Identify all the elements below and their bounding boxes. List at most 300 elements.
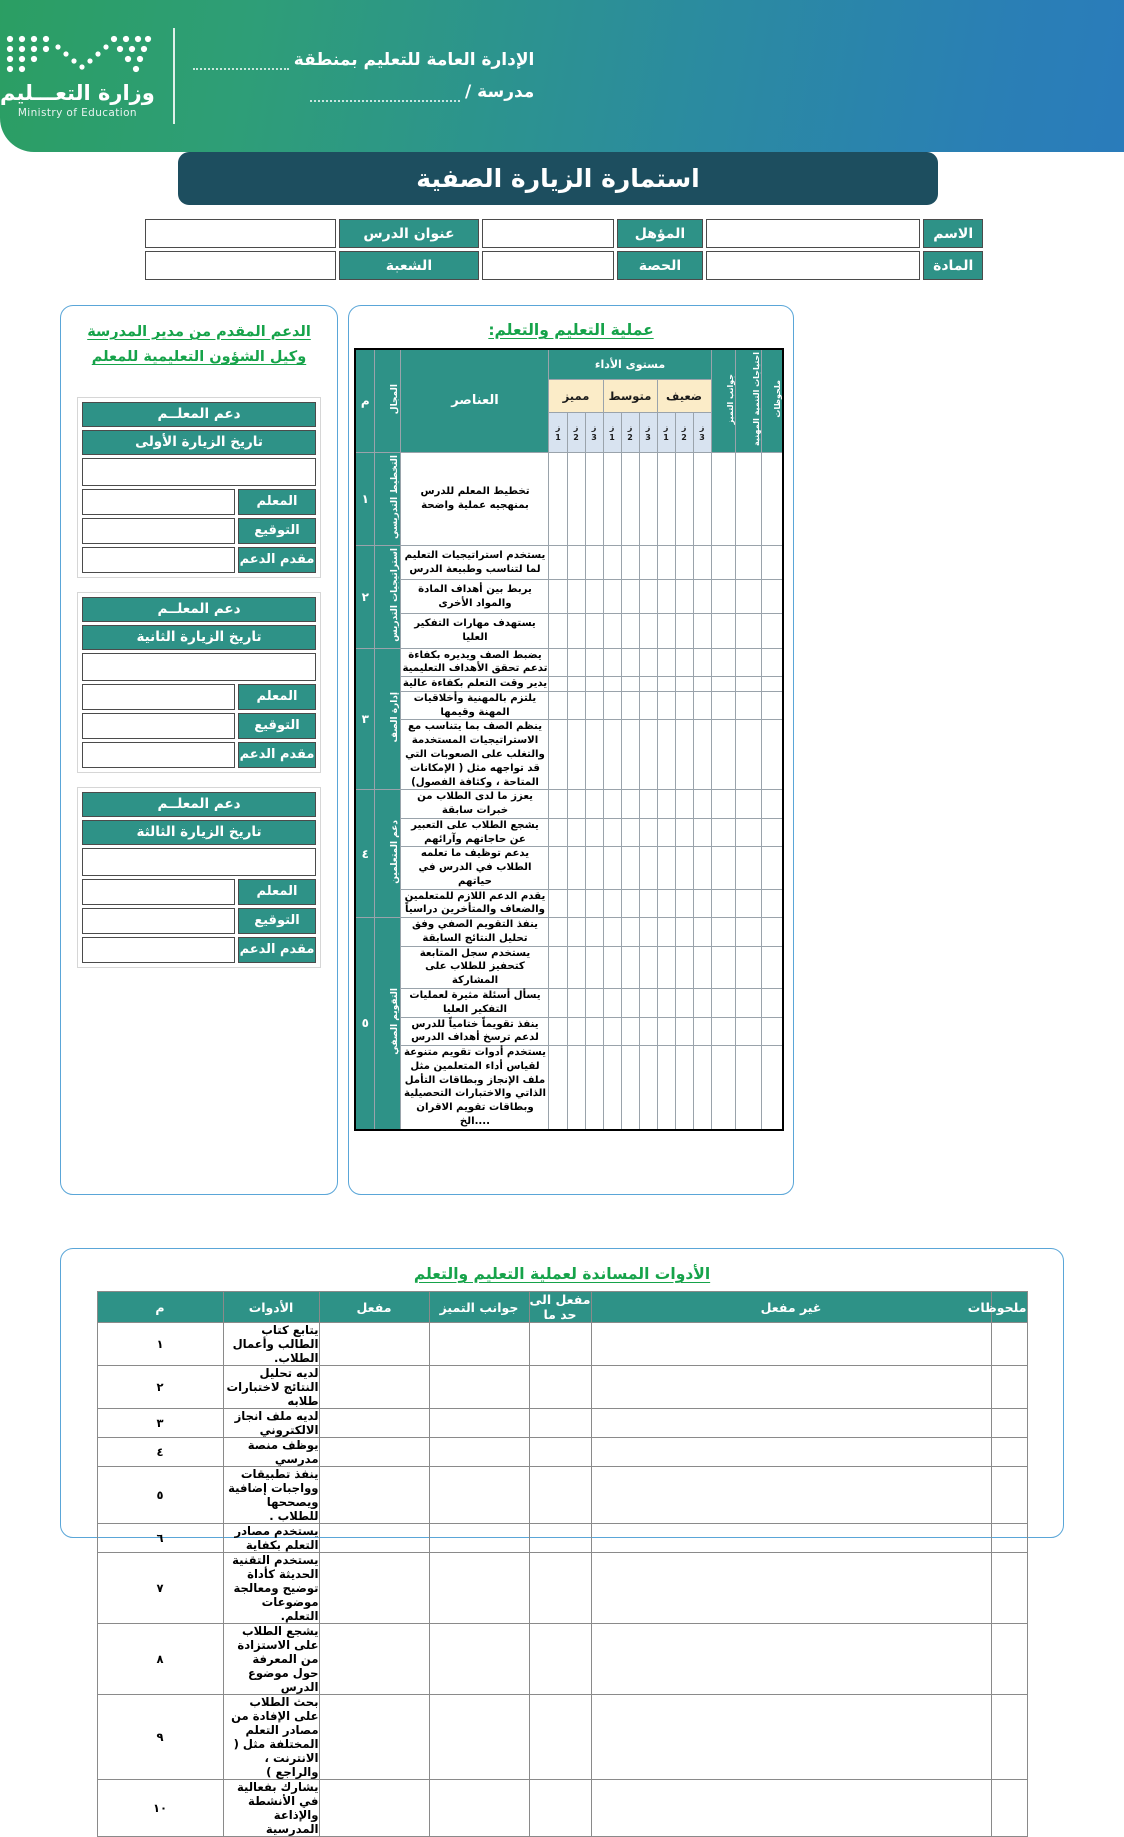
tools-check-cell[interactable]	[991, 1553, 1027, 1624]
score-cell[interactable]	[657, 946, 675, 988]
dev-needs-cell[interactable]	[735, 1046, 761, 1130]
header-divider	[173, 28, 175, 124]
score-cell[interactable]	[567, 677, 585, 692]
score-cell[interactable]	[675, 889, 693, 918]
tools-check-cell[interactable]	[591, 1366, 991, 1409]
visit-date-input-1[interactable]	[82, 458, 316, 486]
notes-cell[interactable]	[761, 946, 783, 988]
dev-needs-cell[interactable]	[735, 691, 761, 720]
score-cell[interactable]	[693, 1017, 711, 1046]
score-cell[interactable]	[585, 847, 603, 889]
tools-table-row	[97, 1409, 1027, 1438]
score-cell[interactable]	[621, 720, 639, 790]
score-cell[interactable]	[549, 847, 567, 889]
score-cell[interactable]	[585, 720, 603, 790]
excellence-cell[interactable]	[711, 989, 735, 1018]
score-cell[interactable]	[639, 452, 657, 545]
score-cell[interactable]	[567, 989, 585, 1018]
score-cell[interactable]	[603, 1017, 621, 1046]
score-cell[interactable]	[549, 648, 567, 677]
tools-check-cell[interactable]	[991, 1624, 1027, 1695]
score-cell[interactable]	[621, 1046, 639, 1130]
score-cell[interactable]	[657, 889, 675, 918]
info-row-2	[145, 251, 983, 280]
excellence-cell[interactable]	[711, 691, 735, 720]
input-name[interactable]	[706, 219, 921, 248]
score-cell[interactable]	[693, 648, 711, 677]
input-lesson-title[interactable]	[145, 219, 336, 248]
score-cell[interactable]	[621, 580, 639, 614]
score-cell[interactable]	[585, 946, 603, 988]
score-cell[interactable]	[621, 889, 639, 918]
tools-check-cell[interactable]	[529, 1438, 591, 1467]
label-qualification: المؤهل	[617, 219, 702, 248]
score-cell[interactable]	[585, 1046, 603, 1130]
score-cell[interactable]	[639, 946, 657, 988]
score-cell[interactable]	[585, 677, 603, 692]
score-cell[interactable]	[603, 648, 621, 677]
notes-cell[interactable]	[761, 918, 783, 947]
tools-check-cell[interactable]	[529, 1695, 591, 1780]
score-cell[interactable]	[639, 889, 657, 918]
score-cell[interactable]	[549, 889, 567, 918]
excellence-cell[interactable]	[711, 614, 735, 648]
dev-needs-cell[interactable]	[735, 790, 761, 819]
score-cell[interactable]	[657, 691, 675, 720]
signature-input-1[interactable]	[82, 518, 235, 544]
evaluation-row	[355, 946, 783, 988]
score-cell[interactable]	[675, 847, 693, 889]
score-cell[interactable]	[675, 918, 693, 947]
tools-check-cell[interactable]	[591, 1438, 991, 1467]
score-cell[interactable]	[549, 545, 567, 579]
score-cell[interactable]	[639, 847, 657, 889]
tools-check-cell[interactable]	[429, 1467, 529, 1524]
notes-cell[interactable]	[761, 1017, 783, 1046]
score-cell[interactable]	[639, 614, 657, 648]
dev-needs-cell[interactable]	[735, 648, 761, 677]
excellence-cell[interactable]	[711, 889, 735, 918]
notes-cell[interactable]	[761, 989, 783, 1018]
tools-check-cell[interactable]	[429, 1524, 529, 1553]
tools-check-cell[interactable]	[319, 1323, 429, 1366]
score-cell[interactable]	[621, 677, 639, 692]
tools-check-cell[interactable]	[319, 1467, 429, 1524]
domain-name: استراتيجيات التدريس	[375, 545, 401, 648]
score-cell[interactable]	[621, 989, 639, 1018]
score-cell[interactable]	[675, 1046, 693, 1130]
element-text: ينفذ تقويماً ختامياً للدرس لدعم ترسخ أهداف الدرس	[401, 1017, 549, 1046]
tools-check-cell[interactable]	[429, 1438, 529, 1467]
score-cell[interactable]	[693, 989, 711, 1018]
score-cell[interactable]	[549, 918, 567, 947]
score-cell[interactable]	[693, 946, 711, 988]
score-cell[interactable]	[693, 889, 711, 918]
score-cell[interactable]	[603, 580, 621, 614]
tools-check-cell[interactable]	[991, 1695, 1027, 1780]
score-cell[interactable]	[657, 720, 675, 790]
score-cell[interactable]	[675, 818, 693, 847]
score-cell[interactable]	[693, 818, 711, 847]
evaluation-row	[355, 1046, 783, 1130]
tool-number: ٦	[97, 1524, 223, 1553]
score-cell[interactable]	[693, 790, 711, 819]
support-panel	[60, 305, 338, 1195]
score-cell[interactable]	[585, 614, 603, 648]
score-cell[interactable]	[675, 720, 693, 790]
score-cell[interactable]	[639, 1017, 657, 1046]
score-cell[interactable]	[549, 946, 567, 988]
score-cell[interactable]	[621, 918, 639, 947]
tools-check-cell[interactable]	[591, 1780, 991, 1837]
score-cell[interactable]	[693, 452, 711, 545]
score-cell[interactable]	[693, 691, 711, 720]
score-cell[interactable]	[693, 580, 711, 614]
provider-input-3[interactable]	[82, 937, 235, 963]
excellence-cell[interactable]	[711, 677, 735, 692]
excellence-cell[interactable]	[711, 1017, 735, 1046]
score-cell[interactable]	[567, 790, 585, 819]
score-cell[interactable]	[675, 452, 693, 545]
score-cell[interactable]	[621, 818, 639, 847]
dev-needs-cell[interactable]	[735, 720, 761, 790]
tools-check-cell[interactable]	[529, 1780, 591, 1837]
score-cell[interactable]	[639, 545, 657, 579]
tools-check-cell[interactable]	[529, 1323, 591, 1366]
score-cell[interactable]	[585, 818, 603, 847]
teacher-input-1[interactable]	[82, 489, 235, 515]
score-cell[interactable]	[603, 1046, 621, 1130]
score-cell[interactable]	[675, 580, 693, 614]
score-cell[interactable]	[675, 691, 693, 720]
score-cell[interactable]	[621, 847, 639, 889]
score-cell[interactable]	[639, 677, 657, 692]
tools-check-cell[interactable]	[319, 1366, 429, 1409]
tools-check-cell[interactable]	[429, 1780, 529, 1837]
score-cell[interactable]	[585, 1017, 603, 1046]
excellence-cell[interactable]	[711, 818, 735, 847]
score-cell[interactable]	[639, 691, 657, 720]
excellence-cell[interactable]	[711, 946, 735, 988]
notes-cell[interactable]	[761, 790, 783, 819]
score-cell[interactable]	[549, 677, 567, 692]
score-cell[interactable]	[603, 452, 621, 545]
score-cell[interactable]	[657, 818, 675, 847]
support-label-1: دعم المعلــم	[82, 402, 316, 427]
tools-check-cell[interactable]	[429, 1323, 529, 1366]
tools-check-cell[interactable]	[591, 1524, 991, 1553]
notes-cell[interactable]	[761, 648, 783, 677]
score-cell[interactable]	[549, 1046, 567, 1130]
score-cell[interactable]	[657, 1046, 675, 1130]
score-cell[interactable]	[621, 545, 639, 579]
dev-needs-cell[interactable]	[735, 918, 761, 947]
score-cell[interactable]	[567, 580, 585, 614]
score-cell[interactable]	[585, 691, 603, 720]
tools-check-cell[interactable]	[991, 1467, 1027, 1524]
score-cell[interactable]	[657, 452, 675, 545]
signature-input-3[interactable]	[82, 908, 235, 934]
dev-needs-cell[interactable]	[735, 545, 761, 579]
score-cell[interactable]	[675, 614, 693, 648]
tools-check-cell[interactable]	[529, 1524, 591, 1553]
score-cell[interactable]	[621, 1017, 639, 1046]
score-cell[interactable]	[549, 452, 567, 545]
tool-number: ٨	[97, 1624, 223, 1695]
dev-needs-cell[interactable]	[735, 1017, 761, 1046]
tools-check-cell[interactable]	[991, 1409, 1027, 1438]
score-cell[interactable]	[603, 720, 621, 790]
tools-col-notes: ملحوظات	[991, 1292, 1027, 1323]
score-cell[interactable]	[567, 847, 585, 889]
score-cell[interactable]	[675, 545, 693, 579]
score-cell[interactable]	[603, 818, 621, 847]
score-cell[interactable]	[585, 545, 603, 579]
notes-cell[interactable]	[761, 580, 783, 614]
tools-check-cell[interactable]	[591, 1553, 991, 1624]
score-cell[interactable]	[567, 720, 585, 790]
input-qualification[interactable]	[482, 219, 614, 248]
score-cell[interactable]	[567, 691, 585, 720]
input-period[interactable]	[482, 251, 614, 280]
score-cell[interactable]	[567, 614, 585, 648]
score-cell[interactable]	[693, 720, 711, 790]
notes-cell[interactable]	[761, 691, 783, 720]
score-cell[interactable]	[621, 691, 639, 720]
tools-check-cell[interactable]	[591, 1624, 991, 1695]
score-cell[interactable]	[567, 918, 585, 947]
score-cell[interactable]	[549, 1017, 567, 1046]
score-cell[interactable]	[585, 989, 603, 1018]
score-cell[interactable]	[603, 545, 621, 579]
notes-cell[interactable]	[761, 889, 783, 918]
dev-needs-cell[interactable]	[735, 614, 761, 648]
score-cell[interactable]	[639, 989, 657, 1018]
score-cell[interactable]	[621, 790, 639, 819]
score-cell[interactable]	[657, 918, 675, 947]
tool-text: يتابع كتاب الطالب وأعمال الطلاب.	[223, 1323, 319, 1366]
teacher-row-3	[82, 879, 316, 905]
score-cell[interactable]	[567, 889, 585, 918]
score-cell[interactable]	[675, 989, 693, 1018]
score-cell[interactable]	[657, 847, 675, 889]
evaluation-row	[355, 452, 783, 545]
score-cell[interactable]	[603, 790, 621, 819]
score-cell[interactable]	[585, 452, 603, 545]
score-cell[interactable]	[639, 580, 657, 614]
score-cell[interactable]	[693, 545, 711, 579]
evaluation-panel	[348, 305, 794, 1195]
notes-cell[interactable]	[761, 818, 783, 847]
tools-check-cell[interactable]	[319, 1409, 429, 1438]
tools-check-cell[interactable]	[991, 1438, 1027, 1467]
input-subject[interactable]	[706, 251, 921, 280]
notes-cell[interactable]	[761, 847, 783, 889]
score-cell[interactable]	[549, 818, 567, 847]
score-cell[interactable]	[693, 847, 711, 889]
score-cell[interactable]	[549, 989, 567, 1018]
score-cell[interactable]	[567, 452, 585, 545]
element-text: يستهدف مهارات التفكير العليا	[401, 614, 549, 648]
score-cell[interactable]	[585, 790, 603, 819]
score-cell[interactable]	[657, 648, 675, 677]
tools-check-cell[interactable]	[429, 1624, 529, 1695]
excellence-cell[interactable]	[711, 720, 735, 790]
score-cell[interactable]	[549, 790, 567, 819]
notes-cell[interactable]	[761, 545, 783, 579]
excellence-cell[interactable]	[711, 847, 735, 889]
visit-date-input-3[interactable]	[82, 848, 316, 876]
dev-needs-cell[interactable]	[735, 452, 761, 545]
score-cell[interactable]	[657, 790, 675, 819]
tools-check-cell[interactable]	[991, 1366, 1027, 1409]
tools-check-cell[interactable]	[591, 1409, 991, 1438]
dev-needs-cell[interactable]	[735, 847, 761, 889]
score-cell[interactable]	[549, 720, 567, 790]
dev-needs-cell[interactable]	[735, 580, 761, 614]
excellence-cell[interactable]	[711, 1046, 735, 1130]
score-cell[interactable]	[675, 648, 693, 677]
notes-cell[interactable]	[761, 677, 783, 692]
provider-input-2[interactable]	[82, 742, 235, 768]
score-cell[interactable]	[603, 677, 621, 692]
notes-cell[interactable]	[761, 452, 783, 545]
score-cell[interactable]	[567, 545, 585, 579]
tools-check-cell[interactable]	[429, 1695, 529, 1780]
tools-check-cell[interactable]	[319, 1438, 429, 1467]
score-cell[interactable]	[639, 648, 657, 677]
tool-text: لديه ملف انجاز الالكتروني	[223, 1409, 319, 1438]
tools-check-cell[interactable]	[529, 1467, 591, 1524]
tools-check-cell[interactable]	[591, 1323, 991, 1366]
score-cell[interactable]	[639, 818, 657, 847]
score-cell[interactable]	[603, 614, 621, 648]
score-cell[interactable]	[567, 1017, 585, 1046]
score-cell[interactable]	[657, 989, 675, 1018]
excellence-cell[interactable]	[711, 648, 735, 677]
evaluation-row	[355, 720, 783, 790]
dev-needs-cell[interactable]	[735, 989, 761, 1018]
support-panel-title	[77, 320, 321, 371]
score-cell[interactable]	[549, 691, 567, 720]
teacher-input-2[interactable]	[82, 684, 235, 710]
signature-row-3	[82, 908, 316, 934]
score-cell[interactable]	[567, 1046, 585, 1130]
score-cell[interactable]	[603, 889, 621, 918]
tools-check-cell[interactable]	[319, 1624, 429, 1695]
score-cell[interactable]	[567, 818, 585, 847]
score-cell[interactable]	[675, 946, 693, 988]
score-cell[interactable]	[585, 580, 603, 614]
score-cell[interactable]	[603, 989, 621, 1018]
tools-check-cell[interactable]	[429, 1366, 529, 1409]
tools-check-cell[interactable]	[529, 1366, 591, 1409]
score-cell[interactable]	[657, 580, 675, 614]
score-cell[interactable]	[639, 918, 657, 947]
score-cell[interactable]	[657, 545, 675, 579]
score-cell[interactable]	[603, 847, 621, 889]
tools-check-cell[interactable]	[429, 1409, 529, 1438]
score-cell[interactable]	[693, 1046, 711, 1130]
score-cell[interactable]	[639, 1046, 657, 1130]
score-cell[interactable]	[621, 946, 639, 988]
tools-check-cell[interactable]	[429, 1553, 529, 1624]
tools-check-cell[interactable]	[529, 1409, 591, 1438]
teacher-input-3[interactable]	[82, 879, 235, 905]
score-cell[interactable]	[693, 614, 711, 648]
tools-check-cell[interactable]	[319, 1780, 429, 1837]
provider-row-3	[82, 937, 316, 963]
notes-cell[interactable]	[761, 614, 783, 648]
score-cell[interactable]	[603, 946, 621, 988]
score-cell[interactable]	[621, 614, 639, 648]
excellence-cell[interactable]	[711, 918, 735, 947]
tools-check-cell[interactable]	[991, 1524, 1027, 1553]
score-cell[interactable]	[657, 677, 675, 692]
score-cell[interactable]	[603, 918, 621, 947]
dev-needs-cell[interactable]	[735, 946, 761, 988]
header-performance-level: مستوى الأداء	[549, 349, 711, 379]
score-cell[interactable]	[675, 1017, 693, 1046]
tools-check-cell[interactable]	[529, 1553, 591, 1624]
tools-check-cell[interactable]	[991, 1780, 1027, 1837]
score-cell[interactable]	[657, 614, 675, 648]
dev-needs-cell[interactable]	[735, 677, 761, 692]
tools-check-cell[interactable]	[319, 1553, 429, 1624]
score-cell[interactable]	[549, 614, 567, 648]
tools-check-cell[interactable]	[529, 1624, 591, 1695]
score-cell[interactable]	[621, 648, 639, 677]
score-cell[interactable]	[567, 946, 585, 988]
score-cell[interactable]	[549, 580, 567, 614]
evaluation-row	[355, 580, 783, 614]
input-section[interactable]	[145, 251, 336, 280]
visit-date-input-2[interactable]	[82, 653, 316, 681]
score-cell[interactable]	[675, 790, 693, 819]
score-cell[interactable]	[585, 648, 603, 677]
tools-check-cell[interactable]	[591, 1467, 991, 1524]
domain-name: إدارة الصف	[375, 648, 401, 790]
excellence-cell[interactable]	[711, 452, 735, 545]
tools-check-cell[interactable]	[319, 1524, 429, 1553]
dev-needs-cell[interactable]	[735, 818, 761, 847]
signature-input-2[interactable]	[82, 713, 235, 739]
score-cell[interactable]	[567, 648, 585, 677]
score-cell[interactable]	[639, 720, 657, 790]
score-cell[interactable]	[585, 889, 603, 918]
score-cell[interactable]	[693, 918, 711, 947]
score-cell[interactable]	[621, 452, 639, 545]
provider-input-1[interactable]	[82, 547, 235, 573]
tools-check-cell[interactable]	[319, 1695, 429, 1780]
excellence-cell[interactable]	[711, 545, 735, 579]
score-cell[interactable]	[603, 691, 621, 720]
tools-check-cell[interactable]	[591, 1695, 991, 1780]
score-cell[interactable]	[657, 1017, 675, 1046]
element-text: يربط بين أهداف المادة والمواد الأخرى	[401, 580, 549, 614]
score-cell[interactable]	[585, 918, 603, 947]
notes-cell[interactable]	[761, 720, 783, 790]
tools-check-cell[interactable]	[991, 1323, 1027, 1366]
score-cell[interactable]	[639, 790, 657, 819]
score-cell[interactable]	[675, 677, 693, 692]
dev-needs-cell[interactable]	[735, 889, 761, 918]
excellence-cell[interactable]	[711, 580, 735, 614]
notes-cell[interactable]	[761, 1046, 783, 1130]
evaluation-row	[355, 889, 783, 918]
excellence-cell[interactable]	[711, 790, 735, 819]
score-cell[interactable]	[693, 677, 711, 692]
